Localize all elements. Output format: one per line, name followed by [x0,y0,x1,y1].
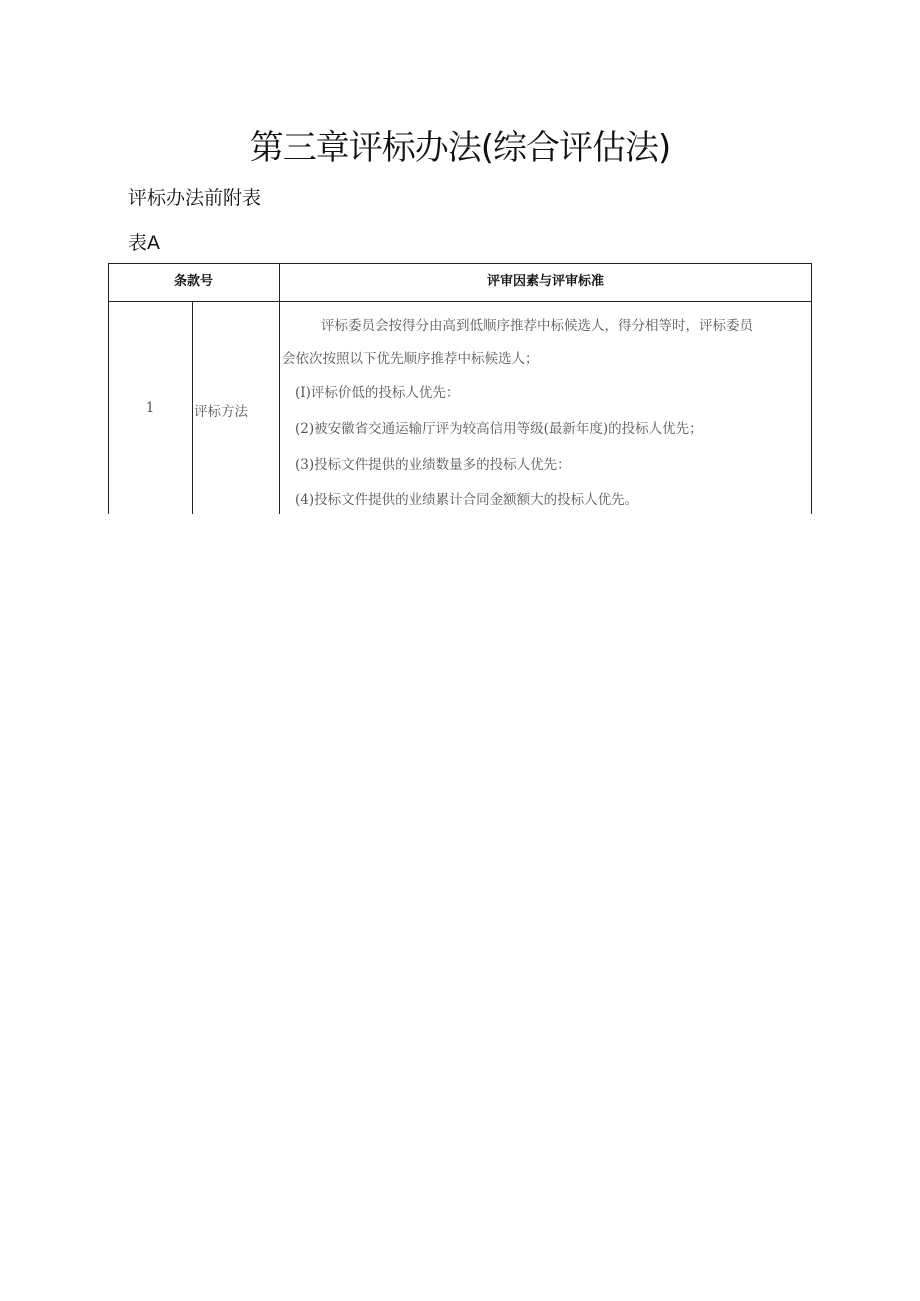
criteria-item-4: (4)投标文件提供的业绩累计合同金额额大的投标人优先。 [295,492,639,508]
criteria-item-1: (I)评标价低的投标人优先： [295,385,460,401]
criteria-item-3: (3)投标文件提供的业绩数量多的投标人优先： [295,457,571,473]
header-clause-no: 条款号 [173,274,213,289]
header-criteria: 评审因素与评审标准 [486,274,604,289]
table-col-divider-1 [192,301,193,514]
section-subtitle: 评标办法前附表 [128,187,262,209]
table-header-divider [108,301,812,302]
table-label: 表A [128,232,160,254]
page-title: 第三章评标办法(综合评估法) [249,128,671,168]
criteria-item-2: (2)被安徽省交通运输厅评为较高信用等级(最新年度)的投标人优先； [295,421,703,437]
criteria-intro-line-2: 会依次按照以下优先顺序推荐中标候选人； [282,351,539,367]
criteria-intro-line-1: 评标委员会按得分由高到低顺序推荐中标候选人，得分相等时，评标委员 [321,318,753,334]
row-name: 评标方法 [194,404,248,420]
row-number: 1 [145,400,155,416]
